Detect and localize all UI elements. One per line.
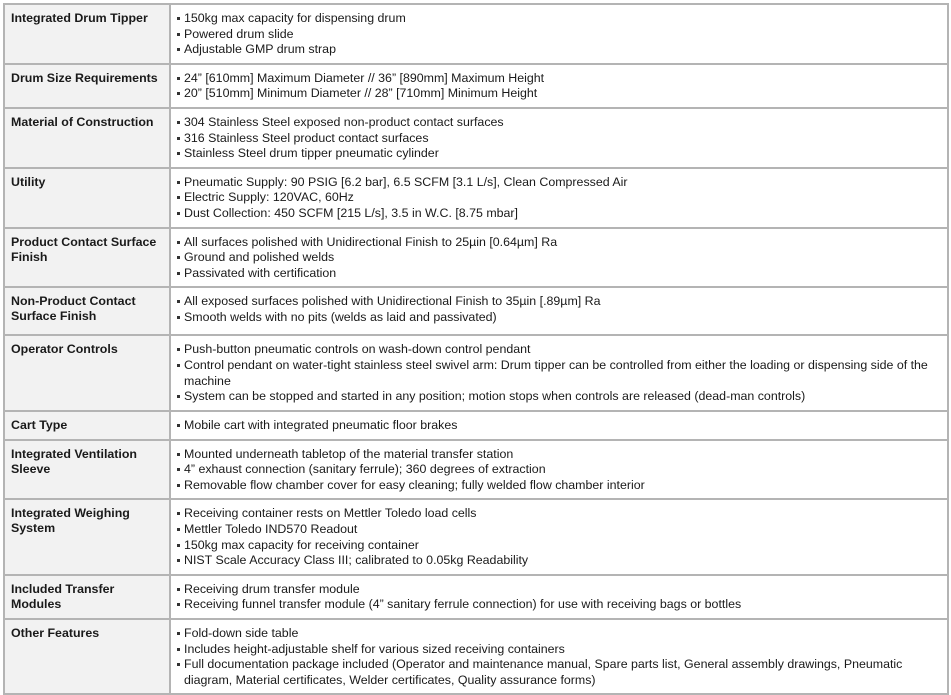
square-bullet-icon [177, 544, 180, 547]
spec-bullet-item [177, 294, 943, 310]
square-bullet-icon [177, 559, 180, 562]
square-bullet-icon [177, 196, 180, 199]
spec-bullet-text: 4” exhaust connection (sanitary ferrule); 360 degrees of extraction [184, 462, 546, 477]
spec-row [4, 335, 948, 410]
spec-bullet-text: 304 Stainless Steel exposed non-product contact surfaces [184, 114, 504, 129]
spec-value-cell [170, 619, 948, 694]
square-bullet-icon [177, 663, 180, 666]
spec-bullet-list [171, 441, 947, 499]
spec-row [4, 228, 948, 288]
spec-label-cell [4, 411, 170, 440]
spec-label-cell [4, 499, 170, 574]
square-bullet-icon [177, 256, 180, 259]
spec-bullet-item [177, 11, 943, 27]
spec-label: Product Contact Surface Finish [11, 234, 157, 264]
square-bullet-icon [177, 348, 180, 351]
spec-bullet-item [177, 462, 943, 478]
spec-label: Integrated Weighing System [11, 506, 130, 536]
spec-bullet-text: Includes height-adjustable shelf for various sized receiving containers [184, 641, 565, 656]
spec-row [4, 575, 948, 619]
spec-bullet-list [171, 288, 947, 330]
spec-row [4, 64, 948, 108]
spec-bullet-text: All exposed surfaces polished with Unidirectional Finish to 35µin [.89µm] Ra [184, 294, 601, 309]
spec-label: Other Features [11, 626, 100, 641]
spec-value-cell [170, 440, 948, 500]
spec-bullet-item [177, 115, 943, 131]
spec-bullet-text: Smooth welds with no pits (welds as laid and passivated) [184, 309, 497, 324]
square-bullet-icon [177, 484, 180, 487]
square-bullet-icon [177, 212, 180, 215]
spec-bullet-text: 24” [610mm] Maximum Diameter // 36” [890mm] Maximum Height [184, 70, 545, 85]
square-bullet-icon [177, 181, 180, 184]
spec-bullet-item [177, 597, 943, 613]
spec-bullet-text: Receiving drum transfer module [184, 581, 360, 596]
spec-label-cell [4, 287, 170, 335]
spec-label: Material of Construction [11, 114, 154, 129]
spec-row [4, 108, 948, 168]
spec-value-cell [170, 168, 948, 228]
spec-bullet-text: Stainless Steel drum tipper pneumatic cylinder [184, 146, 439, 161]
spec-bullet-item [177, 626, 943, 642]
spec-value-cell [170, 287, 948, 335]
spec-bullet-item [177, 642, 943, 658]
square-bullet-icon [177, 17, 180, 20]
spec-value-cell [170, 575, 948, 619]
spec-bullet-list [171, 576, 947, 618]
square-bullet-icon [177, 603, 180, 606]
spec-bullet-item [177, 522, 943, 538]
spec-bullet-text: Powered drum slide [184, 26, 294, 41]
spec-bullet-list [171, 620, 947, 693]
spec-bullet-text: Receiving funnel transfer module (4” sanitary ferrule connection) for use with receiving bags or bottles [184, 597, 742, 612]
spec-bullet-item [177, 310, 943, 326]
spec-label-cell [4, 228, 170, 288]
spec-bullet-text: Mettler Toledo IND570 Readout [184, 522, 358, 537]
spec-label: Integrated Drum Tipper [11, 11, 148, 25]
square-bullet-icon [177, 77, 180, 80]
spec-row [4, 287, 948, 335]
square-bullet-icon [177, 528, 180, 531]
spec-row [4, 411, 948, 440]
spec-row [4, 440, 948, 500]
spec-bullet-text: Control pendant on water-tight stainless steel swivel arm: Drum tipper can be controlled from either the loading or dispensing side of the machine [184, 357, 928, 388]
spec-bullet-item [177, 342, 943, 358]
spec-bullet-text: Mounted underneath tabletop of the material transfer station [184, 446, 514, 461]
spec-bullet-text: Removable flow chamber cover for easy cleaning; fully welded flow chamber interior [184, 477, 645, 492]
spec-bullet-text: Passivated with certification [184, 265, 337, 280]
specifications-table-body [4, 4, 948, 694]
specifications-table [3, 3, 949, 695]
square-bullet-icon [177, 92, 180, 95]
spec-value-cell [170, 335, 948, 410]
square-bullet-icon [177, 137, 180, 140]
spec-label-cell [4, 575, 170, 619]
spec-bullet-item [177, 175, 943, 191]
square-bullet-icon [177, 648, 180, 651]
spec-bullet-text: 150kg max capacity for receiving container [184, 537, 419, 552]
square-bullet-icon [177, 33, 180, 36]
spec-label: Included Transfer Modules [11, 581, 115, 611]
spec-row [4, 499, 948, 574]
spec-bullet-item [177, 657, 943, 688]
spec-bullet-text: All surfaces polished with Unidirectional Finish to 25µin [0.64µm] Ra [184, 234, 558, 249]
spec-bullet-text: System can be stopped and started in any position; motion stops when controls are released (dead-man controls) [184, 389, 806, 404]
spec-bullet-text: Electric Supply: 120VAC, 60Hz [184, 190, 354, 205]
spec-value-cell [170, 4, 948, 64]
square-bullet-icon [177, 588, 180, 591]
spec-bullet-item [177, 86, 943, 102]
spec-label: Operator Controls [11, 342, 118, 357]
spec-bullet-text: Push-button pneumatic controls on wash-down control pendant [184, 342, 531, 357]
square-bullet-icon [177, 364, 180, 367]
square-bullet-icon [177, 300, 180, 303]
spec-bullet-item [177, 190, 943, 206]
spec-value-cell [170, 228, 948, 288]
spec-bullet-item [177, 266, 943, 282]
spec-bullet-text: Receiving container rests on Mettler Toledo load cells [184, 506, 477, 521]
spec-bullet-item [177, 42, 943, 58]
square-bullet-icon [177, 316, 180, 319]
spec-bullet-list [171, 109, 947, 167]
spec-bullet-item [177, 131, 943, 147]
spec-bullet-list [171, 336, 947, 409]
spec-label-cell [4, 64, 170, 108]
spec-row [4, 619, 948, 694]
spec-label-cell [4, 108, 170, 168]
spec-label: Utility [11, 174, 46, 189]
spec-bullet-item [177, 447, 943, 463]
spec-bullet-text: Fold-down side table [184, 626, 299, 641]
spec-bullet-text: 316 Stainless Steel product contact surfaces [184, 130, 429, 145]
spec-label: Non-Product Contact Surface Finish [11, 294, 136, 324]
spec-value-cell [170, 411, 948, 440]
spec-bullet-text: NIST Scale Accuracy Class III; calibrated to 0.05kg Readability [184, 553, 529, 568]
spec-bullet-text: Adjustable GMP drum strap [184, 42, 336, 57]
spec-bullet-list [171, 169, 947, 227]
spec-bullet-list [171, 500, 947, 573]
square-bullet-icon [177, 468, 180, 471]
spec-bullet-list [171, 5, 947, 63]
square-bullet-icon [177, 272, 180, 275]
spec-label-cell [4, 335, 170, 410]
spec-bullet-item [177, 418, 943, 434]
spec-bullet-text: 150kg max capacity for dispensing drum [184, 11, 406, 25]
spec-bullet-text: Pneumatic Supply: 90 PSIG [6.2 bar], 6.5 SCFM [3.1 L/s], Clean Compressed Air [184, 174, 628, 189]
spec-bullet-text: Ground and polished welds [184, 250, 335, 265]
spec-bullet-item [177, 250, 943, 266]
spec-value-cell [170, 499, 948, 574]
spec-row [4, 168, 948, 228]
spec-bullet-item [177, 27, 943, 43]
spec-bullet-item [177, 358, 943, 389]
square-bullet-icon [177, 241, 180, 244]
spec-row [4, 4, 948, 64]
spec-label: Drum Size Requirements [11, 70, 158, 85]
square-bullet-icon [177, 453, 180, 456]
square-bullet-icon [177, 152, 180, 155]
spec-bullet-text: Mobile cart with integrated pneumatic floor brakes [184, 417, 458, 432]
spec-bullet-item [177, 506, 943, 522]
spec-bullet-item [177, 582, 943, 598]
spec-bullet-list [171, 229, 947, 287]
spec-value-cell [170, 64, 948, 108]
spec-bullet-item [177, 553, 943, 569]
spec-bullet-item [177, 206, 943, 222]
square-bullet-icon [177, 632, 180, 635]
spec-bullet-text: Dust Collection: 450 SCFM [215 L/s], 3.5 in W.C. [8.75 mbar] [184, 205, 519, 220]
spec-bullet-list [171, 412, 947, 439]
square-bullet-icon [177, 395, 180, 398]
spec-label: Integrated Ventilation Sleeve [11, 446, 137, 476]
square-bullet-icon [177, 424, 180, 427]
spec-bullet-item [177, 235, 943, 251]
spec-label-cell [4, 440, 170, 500]
spec-bullet-item [177, 146, 943, 162]
spec-bullet-item [177, 478, 943, 494]
spec-bullet-item [177, 538, 943, 554]
spec-label: Cart Type [11, 417, 68, 432]
spec-bullet-text: 20” [510mm] Minimum Diameter // 28” [710mm] Minimum Height [184, 86, 538, 101]
square-bullet-icon [177, 512, 180, 515]
spec-label-cell [4, 168, 170, 228]
square-bullet-icon [177, 121, 180, 124]
spec-label-cell [4, 4, 170, 64]
square-bullet-icon [177, 48, 180, 51]
spec-bullet-item [177, 389, 943, 405]
spec-bullet-text: Full documentation package included (Operator and maintenance manual, Spare parts list, General assembly drawings, Pneumatic diagram, Material certificates, Welder certificates, Quality assurance forms) [184, 657, 903, 687]
spec-bullet-list [171, 65, 947, 107]
spec-value-cell [170, 108, 948, 168]
spec-bullet-item [177, 71, 943, 87]
spec-label-cell [4, 619, 170, 694]
